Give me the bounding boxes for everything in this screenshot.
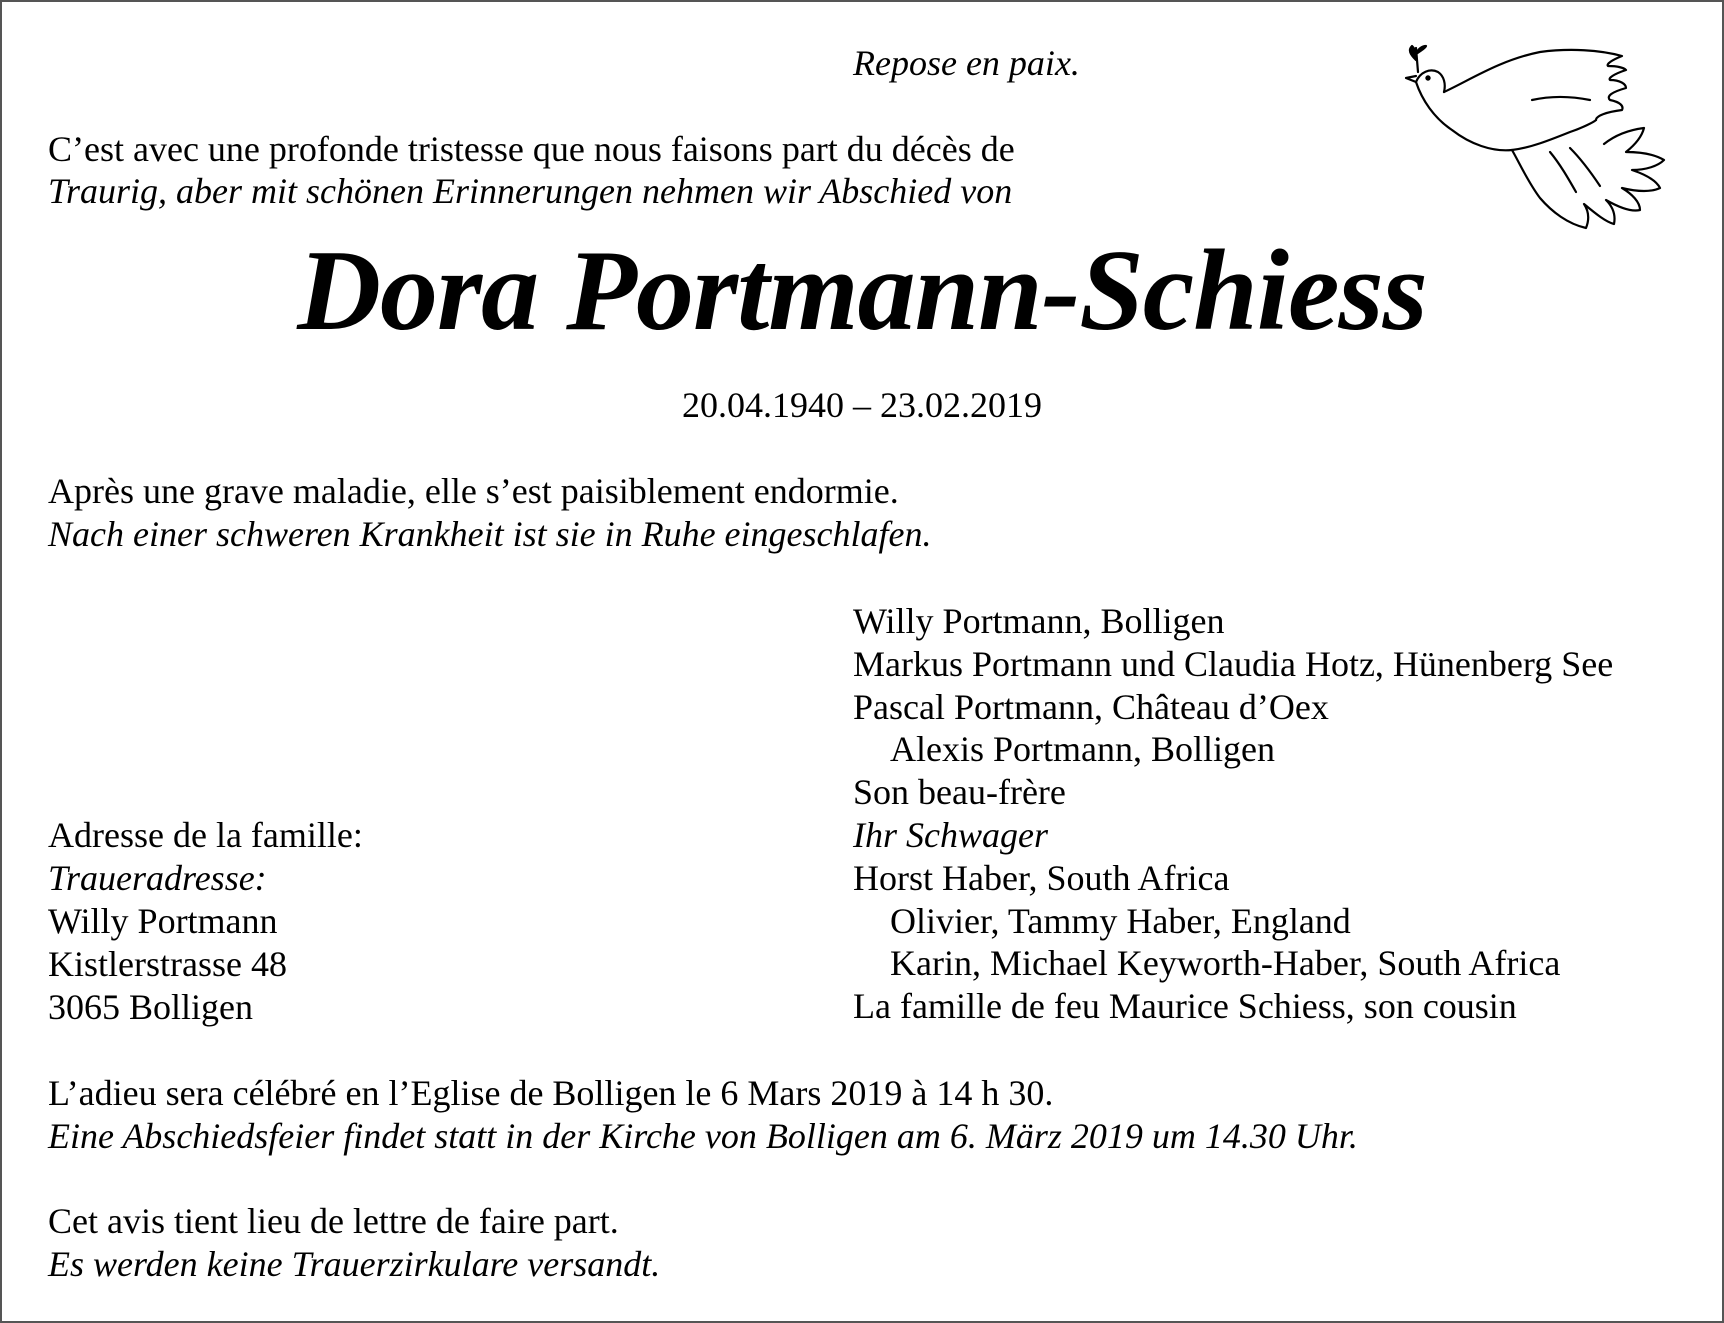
mourner-entry: Alexis Portmann, Bolligen (890, 729, 1275, 769)
mourner-entry: Ihr Schwager (853, 815, 1048, 855)
intro-french: C’est avec une profonde tristesse que nous faisons part du décès de (48, 129, 1015, 169)
address-label-german: Traueradresse: (48, 858, 267, 898)
mourner-entry: La famille de feu Maurice Schiess, son cousin (853, 986, 1517, 1026)
address-label-french: Adresse de la famille: (48, 815, 363, 855)
address-city: 3065 Bolligen (48, 987, 253, 1027)
mourner-entry: Markus Portmann und Claudia Hotz, Hünenberg See (853, 644, 1614, 684)
mourner-entry: Horst Haber, South Africa (853, 858, 1230, 898)
ceremony-german: Eine Abschiedsfeier findet statt in der Kirche von Bolligen am 6. März 2019 um 14.30 Uhr. (48, 1116, 1358, 1156)
dove-icon (1400, 40, 1690, 255)
mourner-entry: Olivier, Tammy Haber, England (890, 901, 1351, 941)
address-name: Willy Portmann (48, 901, 278, 941)
mourner-entry: Willy Portmann, Bolligen (853, 601, 1225, 641)
message-french: Après une grave maladie, elle s’est paisiblement endormie. (48, 471, 899, 511)
notice-french: Cet avis tient lieu de lettre de faire part. (48, 1201, 619, 1241)
motto: Repose en paix. (853, 43, 1080, 83)
mourner-entry: Karin, Michael Keyworth-Haber, South Africa (890, 943, 1561, 983)
ceremony-french: L’adieu sera célébré en l’Eglise de Bolligen le 6 Mars 2019 à 14 h 30. (48, 1073, 1054, 1113)
message-german: Nach einer schweren Krankheit ist sie in Ruhe eingeschlafen. (48, 514, 932, 554)
mourner-entry: Pascal Portmann, Château d’Oex (853, 687, 1329, 727)
mourner-entry: Son beau-frère (853, 772, 1066, 812)
address-street: Kistlerstrasse 48 (48, 944, 287, 984)
life-dates: 20.04.1940 – 23.02.2019 (682, 385, 1042, 425)
notice-german: Es werden keine Trauerzirkulare versandt. (48, 1244, 661, 1284)
deceased-name: Dora Portmann-Schiess (297, 227, 1427, 355)
intro-german: Traurig, aber mit schönen Erinnerungen nehmen wir Abschied von (48, 171, 1013, 211)
